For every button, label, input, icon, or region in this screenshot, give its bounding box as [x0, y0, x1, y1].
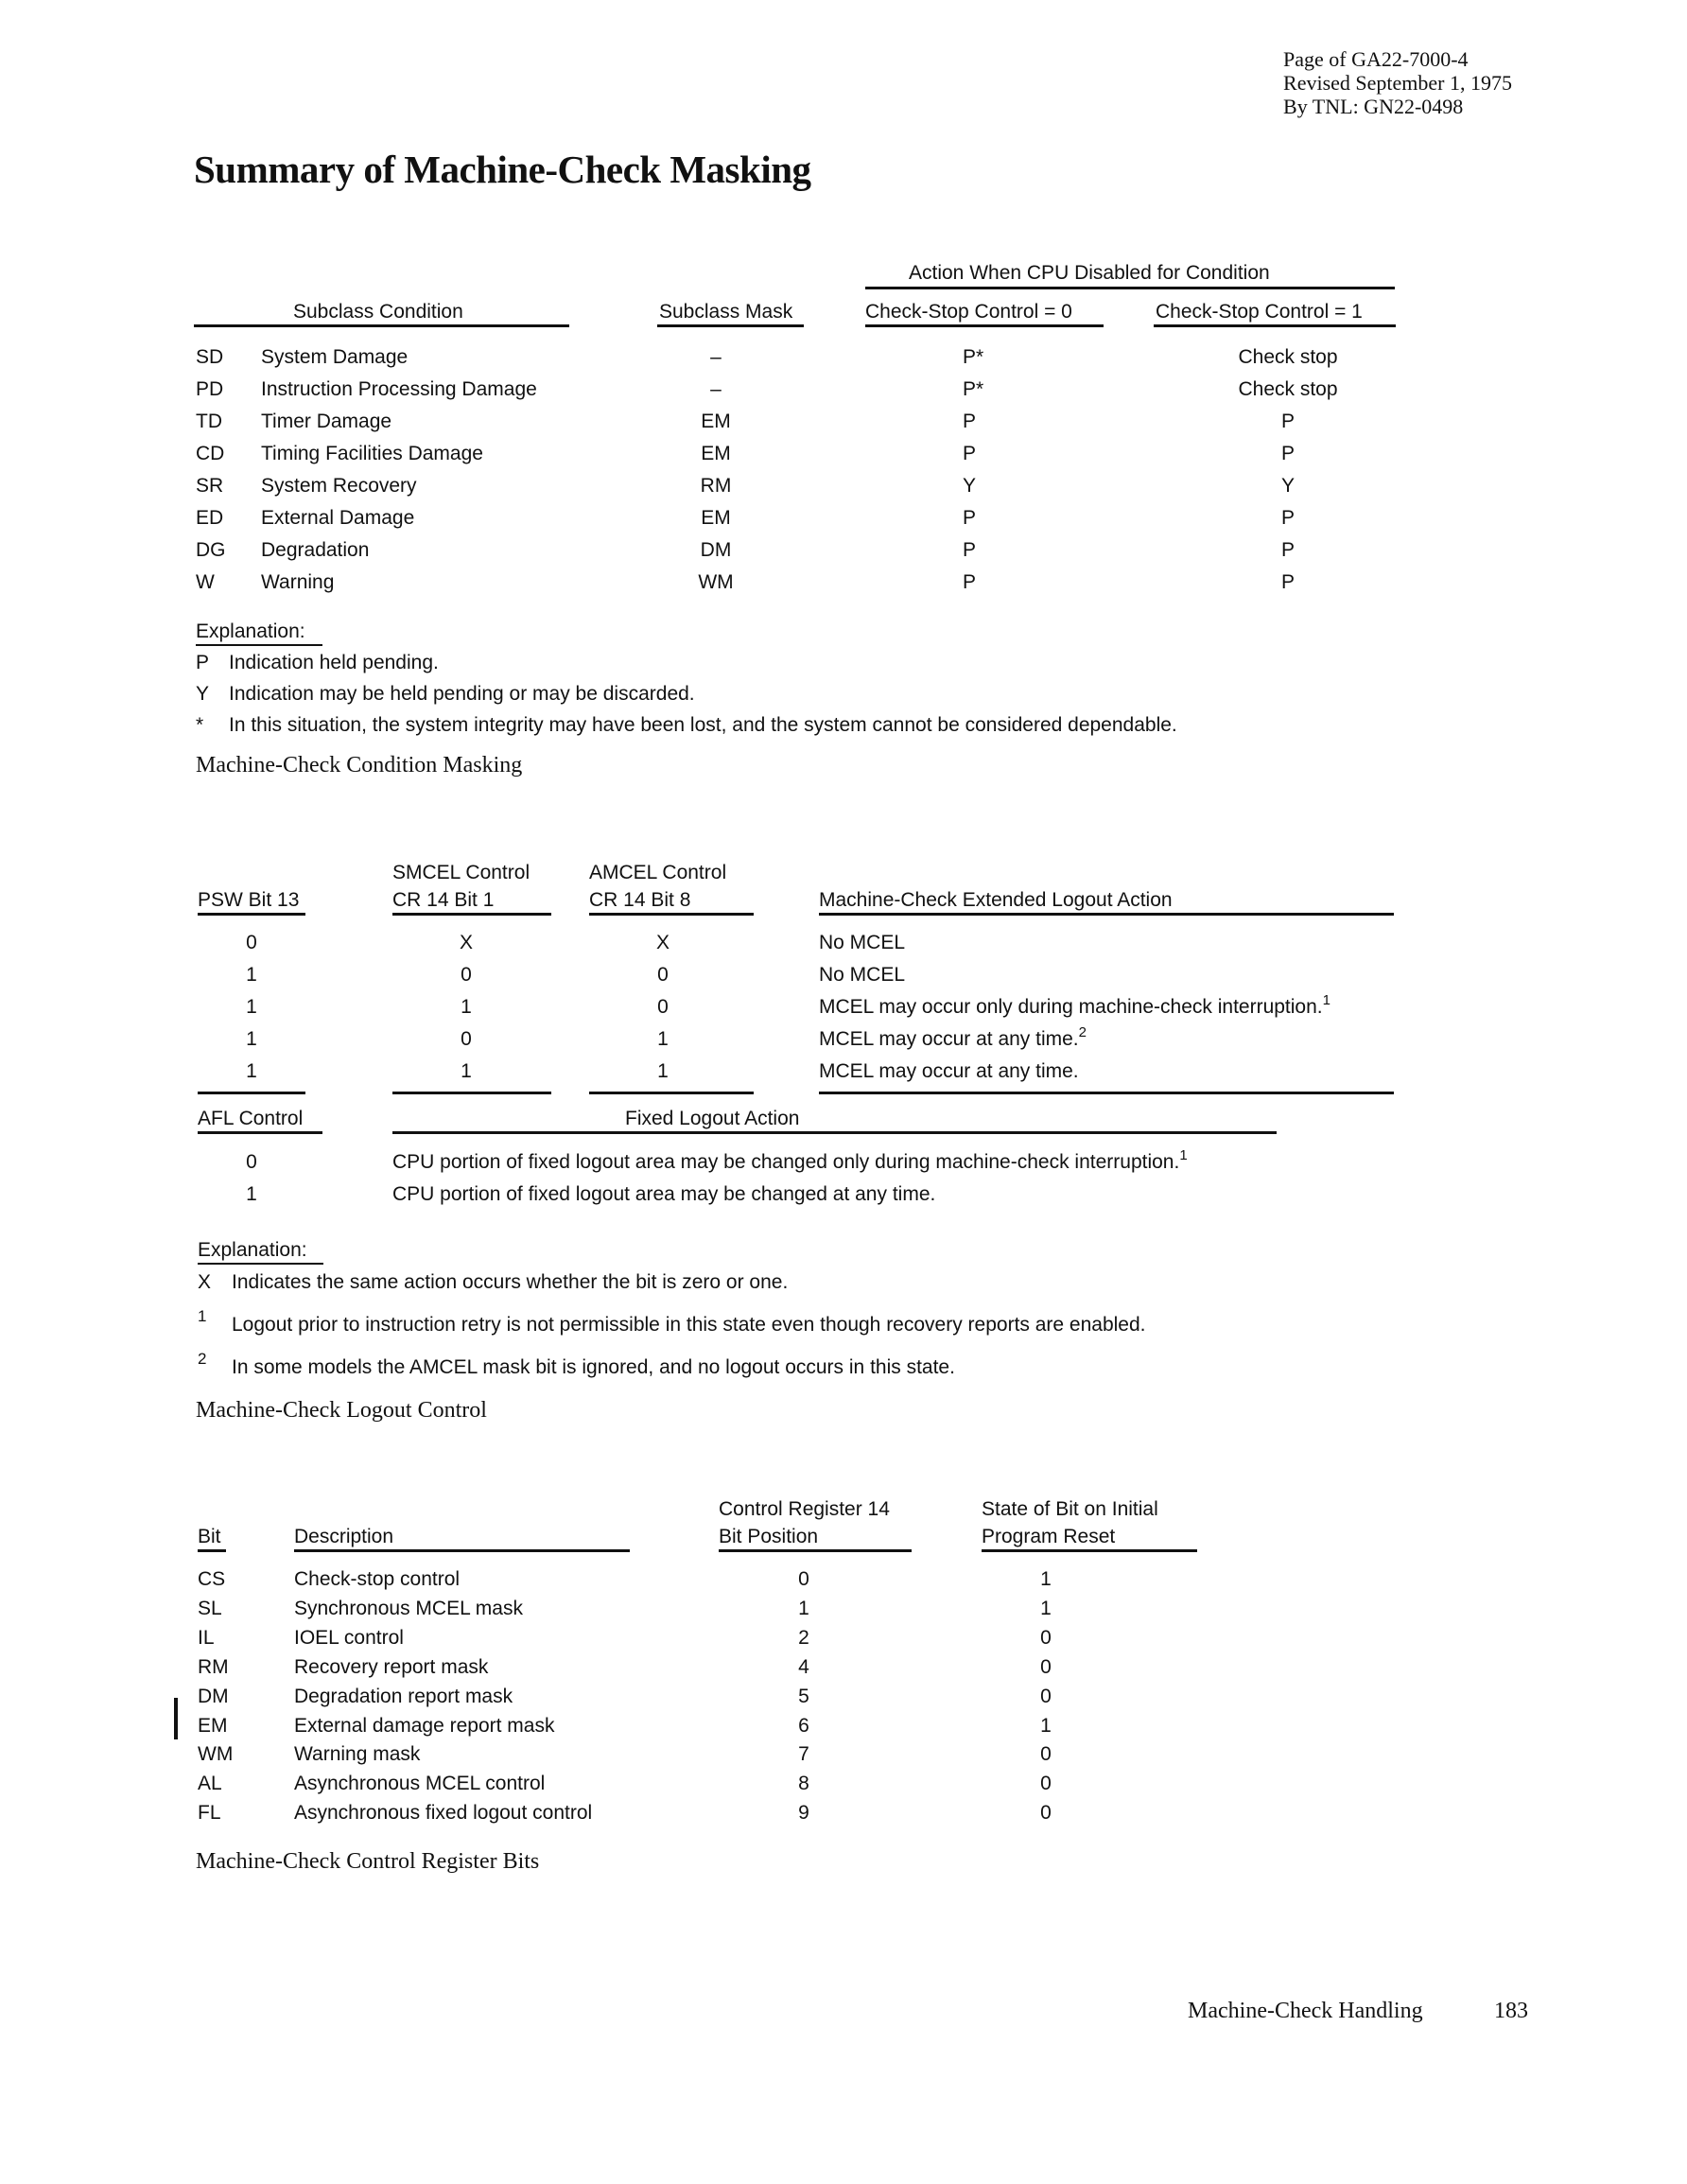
- col-rule: [719, 1549, 912, 1552]
- action-cs1: P: [1280, 443, 1296, 464]
- col-smcel-line1: SMCEL Control: [392, 862, 530, 883]
- mcel-action-text: MCEL may occur only during machine-check interruption.: [819, 996, 1323, 1018]
- col-description: Description: [294, 1526, 394, 1547]
- subclass-mask: EM: [701, 507, 731, 529]
- action-cs1: Y: [1280, 475, 1296, 497]
- subclass-mask: –: [710, 378, 722, 400]
- group-header: Action When CPU Disabled for Condition: [909, 262, 1270, 284]
- subclass-name: System Damage: [261, 346, 409, 368]
- bit-description: Asynchronous fixed logout control: [294, 1802, 593, 1824]
- subclass-name: System Recovery: [261, 475, 417, 497]
- bit-reset-state: 0: [1040, 1656, 1052, 1678]
- table-caption: Machine-Check Logout Control: [196, 1398, 487, 1423]
- explanation-key: 2: [198, 1350, 207, 1368]
- smcel-value: X: [459, 932, 474, 953]
- col-subclass-mask: Subclass Mask: [659, 301, 793, 323]
- col-cs0: Check-Stop Control = 0: [865, 301, 1072, 323]
- footnote-marker: 1: [1179, 1147, 1188, 1163]
- explanation-rule: [196, 644, 322, 646]
- col-rule: [198, 1549, 226, 1552]
- psw-bit13-value: 0: [246, 932, 257, 953]
- col-rule: [1154, 324, 1396, 327]
- psw-bit13-value: 1: [246, 1060, 257, 1082]
- col-amcel-line2: CR 14 Bit 8: [589, 889, 691, 911]
- col-rule: [819, 913, 1394, 916]
- explanation-key: 1: [198, 1307, 207, 1325]
- action-cs1: P: [1280, 539, 1296, 561]
- col-rule: [198, 913, 305, 916]
- afl-value: 1: [246, 1183, 257, 1205]
- col-rule: [589, 913, 754, 916]
- action-cs1: Check stop: [1238, 346, 1338, 368]
- col-afl-control: AFL Control: [198, 1108, 304, 1129]
- subclass-code: TD: [196, 411, 222, 432]
- action-cs0: P: [963, 507, 977, 529]
- bit-reset-state: 1: [1040, 1715, 1052, 1737]
- col-state-line2: Program Reset: [982, 1526, 1116, 1547]
- action-cs0: P: [963, 571, 977, 593]
- bit-description: Check-stop control: [294, 1568, 461, 1590]
- explanation-text: In some models the AMCEL mask bit is ignored, and no logout occurs in this state.: [232, 1356, 955, 1378]
- table-caption: Machine-Check Control Register Bits: [196, 1849, 540, 1874]
- action-cs0: P: [963, 411, 977, 432]
- smcel-value: 1: [461, 1060, 472, 1082]
- bit-position: 5: [798, 1686, 809, 1707]
- bit-code: SL: [198, 1598, 222, 1619]
- separator-rule: [589, 1092, 754, 1094]
- bit-description: Recovery report mask: [294, 1656, 489, 1678]
- explanation-text: Indication may be held pending or may be discarded.: [229, 683, 695, 705]
- separator-rule: [392, 1092, 551, 1094]
- bit-position: 0: [798, 1568, 809, 1590]
- mcel-action-text: MCEL may occur at any time.: [819, 1028, 1079, 1050]
- amcel-value: 0: [657, 964, 669, 986]
- bit-description: Degradation report mask: [294, 1686, 513, 1707]
- col-cr14-line2: Bit Position: [719, 1526, 819, 1547]
- separator-rule: [819, 1092, 1394, 1094]
- col-rule: [865, 324, 1104, 327]
- col-subclass-condition: Subclass Condition: [293, 301, 463, 323]
- subclass-name: External Damage: [261, 507, 415, 529]
- subclass-code: ED: [196, 507, 224, 529]
- col-psw-bit13: PSW Bit 13: [198, 889, 300, 911]
- explanation-text: In this situation, the system integrity may have been lost, and the system cannot be considered dependable.: [229, 714, 1177, 736]
- fixed-logout-action: [392, 1183, 935, 1206]
- bit-code: WM: [198, 1743, 234, 1765]
- smcel-value: 0: [461, 964, 472, 986]
- bit-reset-state: 0: [1040, 1627, 1052, 1649]
- col-smcel-line2: CR 14 Bit 1: [392, 889, 495, 911]
- amcel-value: X: [655, 932, 670, 953]
- bit-code: AL: [198, 1773, 222, 1794]
- explanation-label: Explanation:: [198, 1239, 307, 1261]
- bit-description: IOEL control: [294, 1627, 404, 1649]
- subclass-mask: WM: [698, 571, 734, 593]
- action-cs0: P*: [963, 346, 984, 368]
- col-state-line1: State of Bit on Initial: [982, 1498, 1158, 1520]
- smcel-value: 0: [461, 1028, 472, 1050]
- bit-code: RM: [198, 1656, 229, 1678]
- subclass-code: SR: [196, 475, 224, 497]
- mcel-action-text: No MCEL: [819, 932, 906, 953]
- footer-page-number: 183: [1494, 1999, 1528, 2023]
- col-rule: [392, 1131, 1277, 1134]
- action-cs0: P*: [963, 378, 984, 400]
- subclass-code: SD: [196, 346, 224, 368]
- explanation-text: Logout prior to instruction retry is not permissible in this state even though recovery reports are enabled.: [232, 1314, 1146, 1336]
- subclass-name: Warning: [261, 571, 335, 593]
- separator-rule: [198, 1092, 305, 1094]
- bit-description: Synchronous MCEL mask: [294, 1598, 523, 1619]
- subclass-name: Timing Facilities Damage: [261, 443, 483, 464]
- mcel-action: [819, 1024, 1087, 1051]
- col-fixed-logout-action: Fixed Logout Action: [625, 1108, 800, 1129]
- fixed-logout-action-text: CPU portion of fixed logout area may be changed at any time.: [392, 1183, 936, 1205]
- bit-code: CS: [198, 1568, 226, 1590]
- col-cr14-line1: Control Register 14: [719, 1498, 890, 1520]
- action-cs1: P: [1280, 411, 1296, 432]
- col-rule: [194, 324, 569, 327]
- bit-reset-state: 0: [1040, 1686, 1052, 1707]
- bit-description: Asynchronous MCEL control: [294, 1773, 546, 1794]
- smcel-value: 1: [461, 996, 472, 1018]
- revision-date: Revised September 1, 1975: [1283, 71, 1512, 95]
- col-rule: [657, 324, 804, 327]
- bit-position: 1: [798, 1598, 809, 1619]
- action-cs1: P: [1280, 507, 1296, 529]
- col-rule: [982, 1549, 1197, 1552]
- bit-position: 6: [798, 1715, 809, 1737]
- amcel-value: 0: [657, 996, 669, 1018]
- subclass-code: CD: [196, 443, 225, 464]
- bit-position: 4: [798, 1656, 809, 1678]
- bit-reset-state: 1: [1040, 1598, 1052, 1619]
- explanation-text: Indication held pending.: [229, 652, 439, 673]
- action-cs0: Y: [963, 475, 977, 497]
- revision-change-bar: [174, 1698, 178, 1739]
- col-mcel-action: Machine-Check Extended Logout Action: [819, 889, 1173, 911]
- fixed-logout-action: [392, 1147, 1188, 1174]
- bit-position: 2: [798, 1627, 809, 1649]
- bit-code: EM: [198, 1715, 228, 1737]
- bit-reset-state: 0: [1040, 1743, 1052, 1765]
- col-bit: Bit: [198, 1526, 221, 1547]
- explanation-label: Explanation:: [196, 620, 305, 642]
- psw-bit13-value: 1: [246, 964, 257, 986]
- mcel-action: [819, 1060, 1079, 1083]
- footer-section: Machine-Check Handling: [1188, 1999, 1423, 2023]
- fixed-logout-action-text: CPU portion of fixed logout area may be changed only during machine-check interruption.: [392, 1151, 1180, 1173]
- bit-reset-state: 0: [1040, 1773, 1052, 1794]
- subclass-name: Timer Damage: [261, 411, 392, 432]
- group-header-rule: [865, 287, 1395, 289]
- bit-reset-state: 1: [1040, 1568, 1052, 1590]
- action-cs1: Check stop: [1238, 378, 1338, 400]
- subclass-name: Instruction Processing Damage: [261, 378, 537, 400]
- explanation-key: X: [198, 1271, 212, 1293]
- bit-position: 9: [798, 1802, 809, 1824]
- table-caption: Machine-Check Condition Masking: [196, 753, 523, 778]
- explanation-rule: [198, 1263, 323, 1265]
- action-cs1: P: [1280, 571, 1296, 593]
- subclass-code: PD: [196, 378, 224, 400]
- document-header: [1283, 47, 1512, 118]
- col-cs1: Check-Stop Control = 1: [1156, 301, 1363, 323]
- footnote-marker: 2: [1078, 1024, 1087, 1040]
- explanation-key: P: [196, 652, 210, 673]
- col-rule: [294, 1549, 630, 1552]
- col-amcel-line1: AMCEL Control: [589, 862, 727, 883]
- bit-code: DM: [198, 1686, 229, 1707]
- amcel-value: 1: [657, 1060, 669, 1082]
- subclass-mask: RM: [700, 475, 732, 497]
- bit-code: IL: [198, 1627, 215, 1649]
- bit-code: FL: [198, 1802, 221, 1824]
- subclass-mask: –: [710, 346, 722, 368]
- subclass-mask: EM: [701, 411, 731, 432]
- col-rule: [198, 1131, 322, 1134]
- explanation-key: *: [196, 714, 204, 736]
- bit-description: External damage report mask: [294, 1715, 555, 1737]
- action-cs0: P: [963, 443, 977, 464]
- amcel-value: 1: [657, 1028, 669, 1050]
- subclass-code: DG: [196, 539, 226, 561]
- subclass-name: Degradation: [261, 539, 370, 561]
- tnl-number: By TNL: GN22-0498: [1283, 95, 1464, 118]
- subclass-mask: DM: [700, 539, 732, 561]
- mcel-action: [819, 964, 905, 987]
- page-title: Summary of Machine-Check Masking: [194, 148, 811, 191]
- bit-position: 8: [798, 1773, 809, 1794]
- subclass-code: W: [196, 571, 215, 593]
- action-cs0: P: [963, 539, 977, 561]
- subclass-mask: EM: [701, 443, 731, 464]
- bit-position: 7: [798, 1743, 809, 1765]
- psw-bit13-value: 1: [246, 996, 257, 1018]
- footnote-marker: 1: [1322, 992, 1330, 1008]
- explanation-text: Indicates the same action occurs whether the bit is zero or one.: [232, 1271, 789, 1293]
- mcel-action-text: MCEL may occur at any time.: [819, 1060, 1079, 1082]
- bit-description: Warning mask: [294, 1743, 421, 1765]
- page-reference: Page of GA22-7000-4: [1283, 47, 1469, 71]
- afl-value: 0: [246, 1151, 257, 1173]
- explanation-key: Y: [196, 683, 210, 705]
- col-rule: [392, 913, 551, 916]
- mcel-action: [819, 932, 905, 954]
- mcel-action-text: No MCEL: [819, 964, 906, 986]
- bit-reset-state: 0: [1040, 1802, 1052, 1824]
- mcel-action: [819, 992, 1330, 1019]
- psw-bit13-value: 1: [246, 1028, 257, 1050]
